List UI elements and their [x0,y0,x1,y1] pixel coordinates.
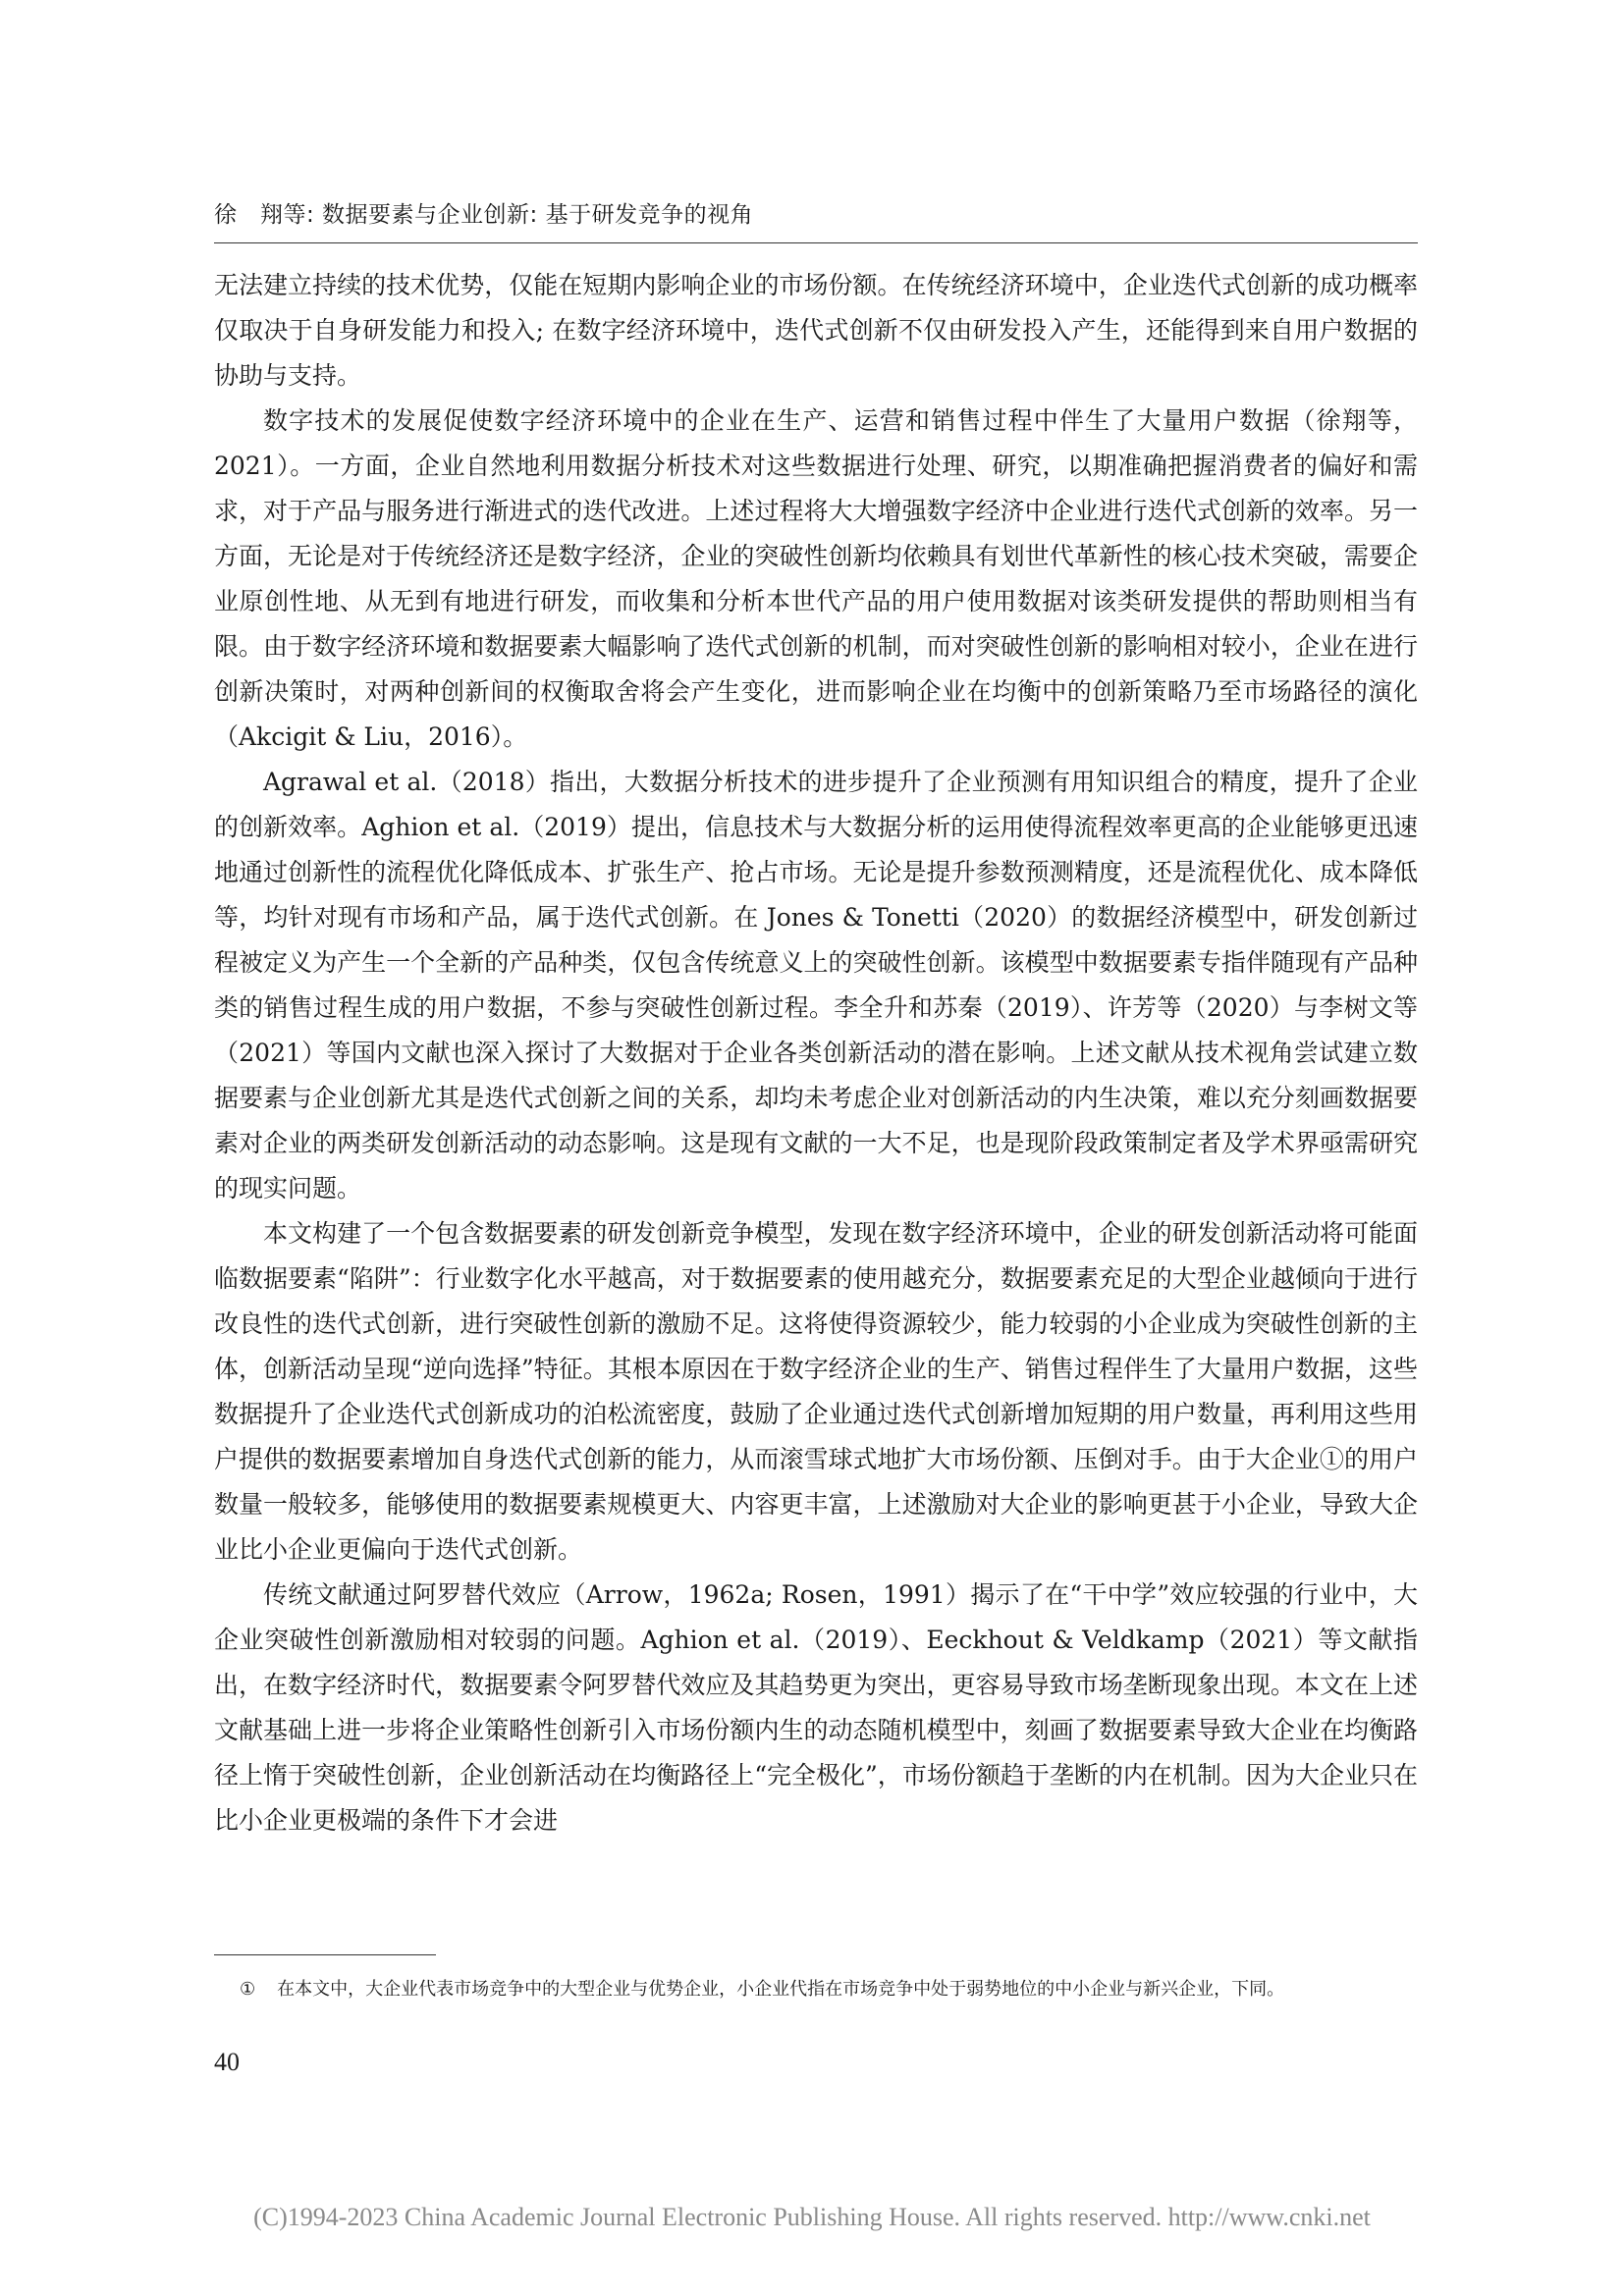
body-paragraph: Agrawal et al.（2018）指出，大数据分析技术的进步提升了企业预测有用知识组合的精度，提升了企业的创新效率。Aghion et al.（2019）提出，信息技术与大数据分析的运用使得流程效率更高的企业能够更迅速地通过创新性的流程优化降低成本、扩张生产、抢占市场。无论是提升参数预测精度，还是流程优化、成本降低等，均针对现有市场和产品，属于迭代式创新。在 Jones & Tonetti（2020）的数据经济模型中，研发创新过程被定义为产生一个全新的产品种类，仅包含传统意义上的突破性创新。该模型中数据要素专指伴随现有产品种类的销售过程生成的用户数据，不参与突破性创新过程。李全升和苏秦（2019）、许芳等（2020）与李树文等（2021）等国内文献也深入探讨了大数据对于企业各类创新活动的潜在影响。上述文献从技术视角尝试建立数据要素与企业创新尤其是迭代式创新之间的关系，却均未考虑企业对创新活动的内生决策，难以充分刻画数据要素对企业的两类研发创新活动的动态影响。这是现有文献的一大不足，也是现阶段政策制定者及学术界亟需研究的现实问题。 [214,768,1418,1202]
footnote-mark: ① [240,1979,256,2000]
copyright-notice: (C)1994-2023 China Academic Journal Electronic Publishing House. All rights reserved. http://www.cnki.net [253,2203,1371,2231]
article-body [214,263,1418,1843]
page-number: 40 [214,2048,240,2076]
header-divider [214,242,1418,243]
footnote-text: 在本文中，大企业代表市场竞争中的大型企业与优势企业，小企业代指在市场竞争中处于弱势地位的中小企业与新兴企业，下同。 [277,1979,1285,2000]
body-paragraph: 无法建立持续的技术优势，仅能在短期内影响企业的市场份额。在传统经济环境中，企业迭代式创新的成功概率仅取决于自身研发能力和投入; 在数字经济环境中，迭代式创新不仅由研发投入产生，还能得到来自用户数据的协助与支持。 [214,271,1418,390]
body-paragraph: 传统文献通过阿罗替代效应（Arrow，1962a; Rosen，1991）揭示了在“干中学”效应较强的行业中，大企业突破性创新激励相对较弱的问题。Aghion et al.（2019）、Eeckhout & Veldkamp（2021）等文献指出，在数字经济时代，数据要素令阿罗替代效应及其趋势更为突出，更容易导致市场垄断现象出现。本文在上述文献基础上进一步将企业策略性创新引入市场份额内生的动态随机模型中，刻画了数据要素导致大企业在均衡路径上惰于突破性创新，企业创新活动在均衡路径上“完全极化”，市场份额趋于垄断的内在机制。因为大企业只在比小企业更极端的条件下才会进 [214,1580,1418,1835]
body-paragraph: 数字技术的发展促使数字经济环境中的企业在生产、运营和销售过程中伴生了大量用户数据（徐翔等，2021）。一方面，企业自然地利用数据分析技术对这些数据进行处理、研究，以期准确把握消费者的偏好和需求，对于产品与服务进行渐进式的迭代改进。上述过程将大大增强数字经济中企业进行迭代式创新的效率。另一方面，无论是对于传统经济还是数字经济，企业的突破性创新均依赖具有划世代革新性的核心技术突破，需要企业原创性地、从无到有地进行研发，而收集和分析本世代产品的用户使用数据对该类研发提供的帮助则相当有限。由于数字经济环境和数据要素大幅影响了迭代式创新的机制，而对突破性创新的影响相对较小，企业在进行创新决策时，对两种创新间的权衡取舍将会产生变化，进而影响企业在均衡中的创新策略乃至市场路径的演化（Akcigit & Liu，2016）。 [214,406,1418,751]
body-paragraph: 本文构建了一个包含数据要素的研发创新竞争模型，发现在数字经济环境中，企业的研发创新活动将可能面临数据要素“陷阱”：行业数字化水平越高，对于数据要素的使用越充分，数据要素充足的大型企业越倾向于进行改良性的迭代式创新，进行突破性创新的激励不足。这将使得资源较少，能力较弱的小企业成为突破性创新的主体，创新活动呈现“逆向选择”特征。其根本原因在于数字经济企业的生产、销售过程伴生了大量用户数据，这些数据提升了企业迭代式创新成功的泊松流密度，鼓励了企业通过迭代式创新增加短期的用户数量，再利用这些用户提供的数据要素增加自身迭代式创新的能力，从而滚雪球式地扩大市场份额、压倒对手。由于大企业①的用户数量一般较多，能够使用的数据要素规模更大、内容更丰富，上述激励对大企业的影响更甚于小企业，导致大企业比小企业更偏向于迭代式创新。 [214,1219,1418,1564]
running-head: 徐 翔等: 数据要素与企业创新: 基于研发竞争的视角 [214,202,754,228]
footnote [214,1974,1418,2005]
footnote-divider [214,1954,436,1955]
